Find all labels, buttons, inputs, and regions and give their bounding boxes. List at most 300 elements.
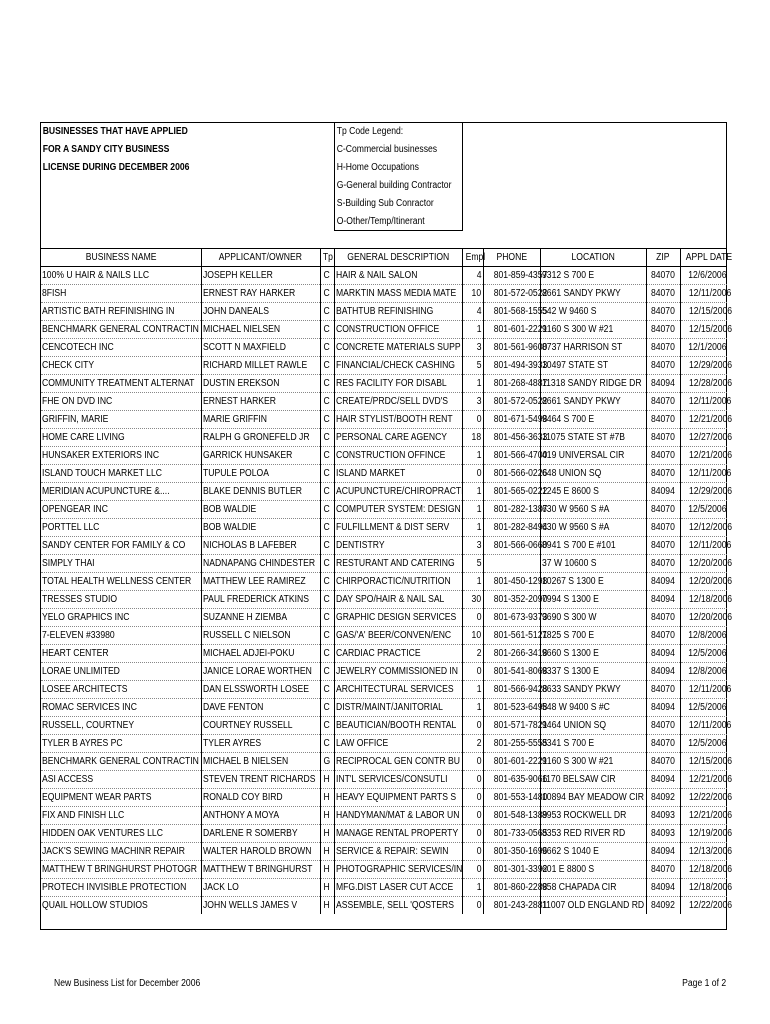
cell-phone: 801-450-1298	[483, 573, 540, 591]
cell-tp-code: H	[320, 771, 334, 789]
cell-general-description: CREATE/PRDC/SELL DVD'S	[334, 393, 462, 411]
cell-applicant-owner: COURTNEY RUSSELL	[201, 717, 320, 735]
cell-zip: 84070	[646, 753, 680, 771]
cell-phone: 801-566-4700	[483, 447, 540, 465]
table-row	[41, 555, 727, 573]
cell-appl-date: 12/15/2006	[680, 321, 727, 339]
cell-tp-code: C	[320, 321, 334, 339]
cell-location: 601 E 8800 S	[540, 861, 646, 879]
cell-business-name: COMMUNITY TREATMENT ALTERNAT	[41, 375, 201, 393]
cell-zip: 84070	[646, 735, 680, 753]
table-row	[41, 483, 727, 501]
cell-tp-code: C	[320, 501, 334, 519]
cell-employees: 1	[462, 447, 483, 465]
cell-tp-code: H	[320, 825, 334, 843]
cell-tp-code: C	[320, 681, 334, 699]
cell-employees: 0	[462, 609, 483, 627]
title-line: LICENSE DURING DECEMBER 2006	[42, 162, 190, 173]
cell-tp-code: C	[320, 519, 334, 537]
cell-employees: 0	[462, 663, 483, 681]
cell-employees: 0	[462, 771, 483, 789]
cell-applicant-owner: RUSSELL C NIELSON	[201, 627, 320, 645]
cell-zip: 84070	[646, 411, 680, 429]
cell-tp-code: C	[320, 735, 334, 753]
cell-phone: 801-860-2288	[483, 879, 540, 897]
cell-business-name: TOTAL HEALTH WELLNESS CENTER	[41, 573, 201, 591]
cell-location: 958 CHAPADA CIR	[540, 879, 646, 897]
cell-zip: 84070	[646, 627, 680, 645]
legend-line: Tp Code Legend:	[336, 126, 404, 137]
cell-location: 8953 ROCKWELL DR	[540, 807, 646, 825]
legend-line: G-General building Contractor	[336, 180, 452, 191]
cell-business-name: CHECK CITY	[41, 357, 201, 375]
cell-general-description: DISTR/MAINT/JANITORIAL	[334, 699, 462, 717]
cell-applicant-owner: STEVEN TRENT RICHARDS	[201, 771, 320, 789]
cell-phone: 801-548-1389	[483, 807, 540, 825]
cell-tp-code: C	[320, 717, 334, 735]
cell-appl-date: 12/11/2006	[680, 681, 727, 699]
cell-applicant-owner: SUZANNE H ZIEMBA	[201, 609, 320, 627]
cell-zip: 84094	[646, 699, 680, 717]
cell-location: 9662 S 1040 E	[540, 843, 646, 861]
cell-business-name: SIMPLY THAI	[41, 555, 201, 573]
cell-location: 9660 S 1300 E	[540, 645, 646, 663]
cell-business-name: SANDY CENTER FOR FAMILY & CO	[41, 537, 201, 555]
cell-tp-code: H	[320, 807, 334, 825]
cell-zip: 84092	[646, 897, 680, 915]
cell-phone: 801-571-7821	[483, 717, 540, 735]
cell-applicant-owner: PAUL FREDERICK ATKINS	[201, 591, 320, 609]
table-row	[41, 285, 727, 303]
cell-phone: 801-601-2221	[483, 321, 540, 339]
cell-phone: 801-352-2090	[483, 591, 540, 609]
cell-appl-date: 12/20/2006	[680, 609, 727, 627]
cell-phone: 801-561-5121	[483, 627, 540, 645]
cell-applicant-owner: MICHAEL B NIELSEN	[201, 753, 320, 771]
cell-location: 9160 S 300 W #21	[540, 321, 646, 339]
cell-employees: 1	[462, 879, 483, 897]
table-row	[41, 717, 727, 735]
cell-business-name: MERIDIAN ACUPUNCTURE &....	[41, 483, 201, 501]
cell-location: 8661 SANDY PKWY	[540, 393, 646, 411]
cell-applicant-owner: TUPULE POLOA	[201, 465, 320, 483]
cell-phone: 801-268-4887	[483, 375, 540, 393]
cell-tp-code: H	[320, 789, 334, 807]
cell-employees: 1	[462, 573, 483, 591]
cell-general-description: ARCHITECTURAL SERVICES	[334, 681, 462, 699]
table-row	[41, 645, 727, 663]
legend-line: O-Other/Temp/Itinerant	[336, 216, 425, 227]
cell-phone: 801-523-6498	[483, 699, 540, 717]
cell-location: 10267 S 1300 E	[540, 573, 646, 591]
cell-appl-date: 12/19/2006	[680, 825, 727, 843]
cell-applicant-owner: RALPH G GRONEFELD JR	[201, 429, 320, 447]
report-title	[41, 123, 331, 177]
cell-tp-code: G	[320, 753, 334, 771]
table-row	[41, 375, 727, 393]
cell-employees: 0	[462, 807, 483, 825]
column-header-general-description: GENERAL DESCRIPTION	[334, 249, 462, 267]
cell-appl-date: 12/18/2006	[680, 591, 727, 609]
cell-general-description: HANDYMAN/MAT & LABOR UN	[334, 807, 462, 825]
cell-business-name: BENCHMARK GENERAL CONTRACTIN	[41, 753, 201, 771]
table-row	[41, 519, 727, 537]
cell-employees: 3	[462, 537, 483, 555]
cell-general-description: HAIR & NAIL SALON	[334, 267, 462, 285]
cell-location: 8661 SANDY PKWY	[540, 285, 646, 303]
cell-phone: 801-255-5555	[483, 735, 540, 753]
cell-location: 10497 STATE ST	[540, 357, 646, 375]
cell-employees: 1	[462, 321, 483, 339]
cell-applicant-owner: DAN ELSSWORTH LOSEE	[201, 681, 320, 699]
cell-zip: 84070	[646, 501, 680, 519]
table-row	[41, 609, 727, 627]
cell-applicant-owner: BOB WALDIE	[201, 501, 320, 519]
table-row	[41, 735, 727, 753]
table-row	[41, 537, 727, 555]
cell-applicant-owner: BOB WALDIE	[201, 519, 320, 537]
cell-zip: 84094	[646, 879, 680, 897]
cell-appl-date: 12/21/2006	[680, 411, 727, 429]
cell-phone: 801-301-3392	[483, 861, 540, 879]
cell-location: 11075 STATE ST #7B	[540, 429, 646, 447]
title-line: BUSINESSES THAT HAVE APPLIED	[42, 126, 188, 137]
cell-zip: 84070	[646, 861, 680, 879]
cell-appl-date: 12/18/2006	[680, 861, 727, 879]
cell-general-description: RES FACILITY FOR DISABL	[334, 375, 462, 393]
cell-general-description: ASSEMBLE, SELL 'QOSTERS	[334, 897, 462, 915]
cell-zip: 84070	[646, 357, 680, 375]
table-row	[41, 393, 727, 411]
cell-appl-date: 12/22/2006	[688, 900, 732, 911]
cell-location: 9312 S 700 E	[540, 267, 646, 285]
cell-location: 542 W 9460 S	[540, 303, 646, 321]
cell-tp-code: C	[320, 411, 334, 429]
cell-applicant-owner: JOHN WELLS JAMES V	[201, 897, 320, 915]
cell-applicant-owner: JOHN DANEALS	[201, 303, 320, 321]
cell-employees: 5	[462, 555, 483, 573]
table-row	[41, 357, 727, 375]
cell-business-name: PORTTEL LLC	[41, 519, 201, 537]
cell-employees: 10	[462, 627, 483, 645]
table-row	[41, 411, 727, 429]
cell-location: 8341 S 700 E	[540, 735, 646, 753]
cell-tp-code: C	[320, 375, 334, 393]
column-header-zip: ZIP	[646, 249, 680, 267]
cell-employees: 0	[462, 825, 483, 843]
cell-general-description: FINANCIAL/CHECK CASHING	[334, 357, 462, 375]
cell-general-description: ACUPUNCTURE/CHIROPRACTI	[334, 483, 462, 501]
cell-employees: 1	[462, 483, 483, 501]
cell-zip: 84092	[646, 789, 680, 807]
cell-employees: 1	[462, 519, 483, 537]
cell-business-name: JACK'S SEWING MACHINR REPAIR	[41, 843, 201, 861]
cell-employees: 0	[462, 897, 483, 915]
cell-applicant-owner: RONALD COY BIRD	[201, 789, 320, 807]
cell-zip: 84070	[646, 681, 680, 699]
cell-employees: 4	[462, 267, 483, 285]
cell-location: 548 W 9400 S #C	[540, 699, 646, 717]
cell-general-description: COMPUTER SYSTEM: DESIGN	[334, 501, 462, 519]
table-row	[41, 807, 727, 825]
cell-zip: 84094	[646, 771, 680, 789]
table-row	[41, 429, 727, 447]
cell-phone: 801-266-3418	[483, 645, 540, 663]
cell-zip: 84070	[646, 465, 680, 483]
cell-phone: 801-566-0660	[483, 537, 540, 555]
table-row	[41, 339, 727, 357]
cell-appl-date: 12/5/2006	[680, 645, 727, 663]
cell-appl-date: 12/5/2006	[680, 699, 727, 717]
cell-appl-date: 12/11/2006	[680, 717, 727, 735]
cell-appl-date: 12/8/2006	[680, 627, 727, 645]
cell-appl-date: 12/29/2006	[680, 483, 727, 501]
table-body	[41, 267, 732, 915]
cell-zip: 84094	[646, 375, 680, 393]
table-row	[41, 681, 727, 699]
cell-employees: 18	[462, 429, 483, 447]
cell-applicant-owner: BLAKE DENNIS BUTLER	[201, 483, 320, 501]
cell-applicant-owner: MATTHEW LEE RAMIREZ	[201, 573, 320, 591]
table-row	[41, 501, 727, 519]
business-list-sheet	[40, 122, 732, 930]
cell-general-description: GAS/'A' BEER/CONVEN/ENC	[334, 627, 462, 645]
cell-general-description: INT'L SERVICES/CONSUTLI	[334, 771, 462, 789]
cell-appl-date: 12/20/2006	[680, 573, 727, 591]
cell-general-description: BATHTUB REFINISHING	[334, 303, 462, 321]
cell-phone: 801-566-0226	[483, 465, 540, 483]
cell-appl-date: 12/11/2006	[680, 393, 727, 411]
cell-business-name: YELO GRAPHICS INC	[41, 609, 201, 627]
tp-code-legend	[334, 123, 463, 231]
cell-business-name: OPENGEAR INC	[41, 501, 201, 519]
cell-employees: 30	[462, 591, 483, 609]
cell-phone: 801-566-9428	[483, 681, 540, 699]
cell-phone: 801-541-8068	[483, 663, 540, 681]
cell-location: 11007 OLD ENGLAND RD	[540, 897, 646, 915]
cell-location: 37 W 10600 S	[540, 555, 646, 573]
cell-tp-code: C	[320, 555, 334, 573]
cell-zip: 84070	[646, 519, 680, 537]
cell-business-name: TRESSES STUDIO	[41, 591, 201, 609]
cell-general-description: JEWELRY COMMISSIONED IN	[334, 663, 462, 681]
cell-applicant-owner: TYLER AYRES	[201, 735, 320, 753]
cell-appl-date: 12/15/2006	[680, 753, 727, 771]
cell-employees: 0	[462, 717, 483, 735]
cell-tp-code: C	[320, 447, 334, 465]
cell-zip: 84094	[646, 591, 680, 609]
cell-location: 630 W 9560 S #A	[540, 519, 646, 537]
cell-applicant-owner: ANTHONY A MOYA	[201, 807, 320, 825]
cell-employees: 1	[462, 699, 483, 717]
cell-employees: 3	[462, 339, 483, 357]
cell-business-name: FHE ON DVD INC	[41, 393, 201, 411]
cell-appl-date: 12/11/2006	[680, 465, 727, 483]
cell-business-name: RUSSELL, COURTNEY	[41, 717, 201, 735]
cell-business-name: HEART CENTER	[41, 645, 201, 663]
cell-business-name: MATTHEW T BRINGHURST PHOTOGR	[41, 861, 201, 879]
table-row	[41, 627, 727, 645]
cell-applicant-owner: MICHAEL ADJEI-POKU	[201, 645, 320, 663]
cell-business-name: FIX AND FINISH LLC	[41, 807, 201, 825]
cell-general-description: PERSONAL CARE AGENCY	[334, 429, 462, 447]
cell-location: 9690 S 300 W	[540, 609, 646, 627]
cell-employees: 10	[462, 285, 483, 303]
table-row	[41, 321, 727, 339]
cell-location: 1245 E 8600 S	[540, 483, 646, 501]
cell-appl-date: 12/21/2006	[680, 771, 727, 789]
cell-zip: 84070	[646, 429, 680, 447]
cell-applicant-owner: DUSTIN EREKSON	[201, 375, 320, 393]
cell-employees: 1	[462, 681, 483, 699]
cell-tp-code: C	[320, 285, 334, 303]
table-row	[41, 897, 727, 915]
cell-business-name: ASI ACCESS	[41, 771, 201, 789]
cell-applicant-owner: SCOTT N MAXFIELD	[201, 339, 320, 357]
table-row	[41, 465, 727, 483]
cell-appl-date: 12/6/2006	[680, 267, 727, 285]
cell-phone: 801-733-0565	[483, 825, 540, 843]
cell-tp-code: C	[320, 537, 334, 555]
table-row	[41, 573, 727, 591]
business-table	[41, 249, 732, 914]
cell-applicant-owner: DARLENE R SOMERBY	[201, 825, 320, 843]
cell-appl-date: 12/29/2006	[680, 357, 727, 375]
cell-business-name: ISLAND TOUCH MARKET LLC	[41, 465, 201, 483]
cell-general-description: CHIRPORACTIC/NUTRITION	[334, 573, 462, 591]
cell-tp-code: C	[320, 429, 334, 447]
cell-general-description: SERVICE & REPAIR: SEWIN	[334, 843, 462, 861]
column-header-applicant-owner: APPLICANT/OWNER	[201, 249, 320, 267]
cell-general-description: LAW OFFICE	[334, 735, 462, 753]
table-row	[41, 879, 727, 897]
cell-employees: 3	[462, 393, 483, 411]
cell-employees: 1	[462, 501, 483, 519]
cell-general-description: FULFILLMENT & DIST SERV	[334, 519, 462, 537]
cell-tp-code: C	[320, 591, 334, 609]
cell-business-name: PROTECH INVISIBLE PROTECTION	[41, 879, 201, 897]
cell-business-name: 8FISH	[41, 285, 201, 303]
cell-phone: 801-282-1387	[483, 501, 540, 519]
cell-general-description: RESTURANT AND CATERING	[334, 555, 462, 573]
cell-business-name: BENCHMARK GENERAL CONTRACTIN	[41, 321, 201, 339]
cell-tp-code: C	[320, 465, 334, 483]
cell-zip: 84094	[646, 573, 680, 591]
table-row	[41, 447, 727, 465]
cell-business-name: ROMAC SERVICES INC	[41, 699, 201, 717]
cell-zip: 84094	[646, 663, 680, 681]
cell-employees: 2	[462, 735, 483, 753]
cell-phone: 801-282-8494	[483, 519, 540, 537]
cell-employees: 0	[462, 861, 483, 879]
legend-line: H-Home Occupations	[336, 162, 419, 173]
cell-phone: 801-572-0522	[483, 393, 540, 411]
cell-zip: 84093	[646, 807, 680, 825]
cell-phone: 801-565-0222	[483, 483, 540, 501]
cell-phone: 801-635-9066	[483, 771, 540, 789]
legend-line: C-Commercial businesses	[336, 144, 438, 155]
cell-location: 7994 S 1300 E	[540, 591, 646, 609]
cell-appl-date: 12/11/2006	[680, 537, 727, 555]
cell-location: 8737 HARRISON ST	[540, 339, 646, 357]
cell-applicant-owner: ERNEST HARKER	[201, 393, 320, 411]
cell-business-name: HUNSAKER EXTERIORS INC	[41, 447, 201, 465]
cell-employees: 2	[462, 645, 483, 663]
cell-location: 8353 RED RIVER RD	[540, 825, 646, 843]
cell-phone: 801-673-9373	[483, 609, 540, 627]
cell-business-name: HIDDEN OAK VENTURES LLC	[41, 825, 201, 843]
cell-applicant-owner: NICHOLAS B LAFEBER	[201, 537, 320, 555]
cell-tp-code: H	[320, 879, 334, 897]
cell-business-name: CENCOTECH INC	[41, 339, 201, 357]
column-header-tp-code: Tp	[320, 249, 334, 267]
table-row	[41, 825, 727, 843]
cell-zip: 84070	[646, 267, 680, 285]
cell-applicant-owner: MARIE GRIFFIN	[201, 411, 320, 429]
cell-appl-date: 12/12/2006	[680, 519, 727, 537]
cell-appl-date: 12/21/2006	[680, 807, 727, 825]
cell-employees: 0	[462, 843, 483, 861]
cell-business-name: EQUIPMENT WEAR PARTS	[41, 789, 201, 807]
cell-phone: 801-572-0522	[483, 285, 540, 303]
column-header-appl-date: APPL DATE	[680, 249, 727, 267]
cell-location: 8633 SANDY PKWY	[540, 681, 646, 699]
page-number: Page 1 of 2	[682, 978, 726, 989]
cell-business-name: HOME CARE LIVING	[41, 429, 201, 447]
cell-zip: 84094	[646, 843, 680, 861]
cell-zip: 84070	[646, 303, 680, 321]
cell-zip: 84093	[646, 825, 680, 843]
cell-general-description: BEAUTICIAN/BOOTH RENTAL	[334, 717, 462, 735]
cell-tp-code: C	[320, 339, 334, 357]
cell-appl-date: 12/28/2006	[680, 375, 727, 393]
cell-business-name: 7-ELEVEN #33980	[41, 627, 201, 645]
cell-phone: 801-456-3633	[483, 429, 540, 447]
cell-location: 9160 S 300 W #21	[540, 753, 646, 771]
cell-general-description: MANAGE RENTAL PROPERTY	[334, 825, 462, 843]
cell-location: 10894 BAY MEADOW CIR	[540, 789, 646, 807]
cell-phone: 801-859-4357	[483, 267, 540, 285]
table-row	[41, 303, 727, 321]
cell-appl-date: 12/21/2006	[680, 447, 727, 465]
cell-location: 9337 S 1300 E	[540, 663, 646, 681]
cell-employees: 4	[462, 303, 483, 321]
cell-applicant-owner: JACK LO	[201, 879, 320, 897]
cell-general-description: CONCRETE MATERIALS SUPP	[334, 339, 462, 357]
cell-zip: 84070	[646, 321, 680, 339]
cell-location: 648 UNION SQ	[540, 465, 646, 483]
cell-appl-date: 12/22/2006	[680, 789, 727, 807]
cell-appl-date: 12/18/2006	[680, 879, 727, 897]
cell-appl-date: 12/20/2006	[680, 555, 727, 573]
cell-location: 7825 S 700 E	[540, 627, 646, 645]
cell-zip: 84070	[646, 447, 680, 465]
cell-tp-code: H	[320, 861, 334, 879]
cell-tp-code: C	[320, 393, 334, 411]
table-row	[41, 843, 727, 861]
cell-general-description: MFG.DIST LASER CUT ACCE	[334, 879, 462, 897]
cell-phone: 801-601-2221	[483, 753, 540, 771]
cell-location: 8941 S 700 E #101	[540, 537, 646, 555]
cell-employees: 5	[462, 357, 483, 375]
cell-phone	[483, 555, 540, 573]
table-row	[41, 771, 727, 789]
cell-general-description: MARKTIN MASS MEDIA MATE	[334, 285, 462, 303]
cell-location: 11318 SANDY RIDGE DR	[540, 375, 646, 393]
column-header-business-name: BUSINESS NAME	[41, 249, 201, 267]
cell-applicant-owner: WALTER HAROLD BROWN	[201, 843, 320, 861]
cell-appl-date: 12/1/2006	[680, 339, 727, 357]
